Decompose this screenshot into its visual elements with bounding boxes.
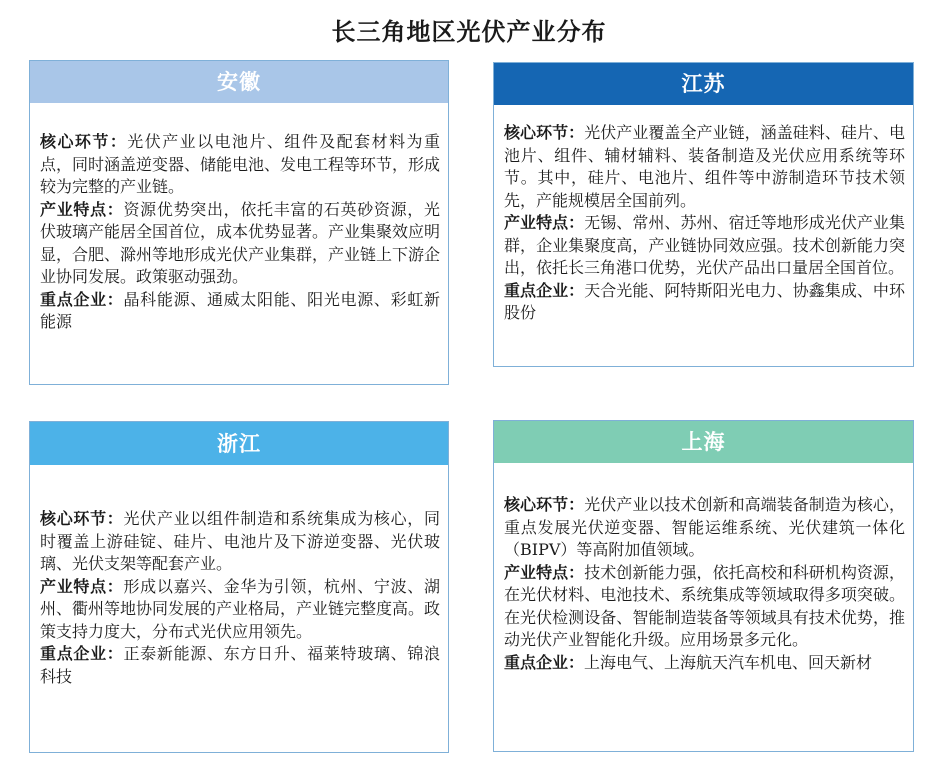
region-card-jiangsu [493,62,914,367]
core-section [504,122,905,212]
core-section [40,508,440,576]
company-label: 重点企业： [40,289,124,309]
company-section [40,643,440,688]
core-label: 核心环节： [40,132,128,151]
region-header-shanghai: 上海 [494,421,913,463]
page-title: 长三角地区光伏产业分布 [331,17,607,46]
core-section [504,494,905,562]
region-body-shanghai [494,463,913,674]
region-body-zhejiang [30,465,448,688]
feature-text: 无锡、常州、苏州、宿迁等地形成光伏产业集群，企业集聚度高，产业链协同效应强。技术创新能力突出，依托长三角港口优势，光伏产品出口量居全国首位。 [504,213,905,277]
region-card-anhui [29,60,449,385]
company-section [504,652,905,675]
core-label: 核心环节： [504,495,585,514]
core-label: 核心环节： [40,509,124,528]
company-text: 上海电气、上海航天汽车机电、回天新材 [584,652,873,672]
company-text: 正泰新能源、东方日升、福莱特玻璃、锦浪科技 [40,644,440,686]
region-card-shanghai [493,420,914,752]
region-body-jiangsu [494,105,913,325]
core-text: 光伏产业以电池片、组件及配套材料为重点，同时涵盖逆变器、储能电池、发电工程等环节，形成较为完整的产业链。 [40,132,441,196]
region-body-anhui [30,103,448,334]
region-header-anhui: 安徽 [30,61,448,103]
core-label: 核心环节： [504,123,585,142]
feature-text: 技术创新能力强，依托高校和科研机构资源，在光伏材料、电池技术、系统集成等领域取得多项突破。在光伏检测设备、智能制造装备等领域具有技术优势，推动光伏产业智能化升级。应用场景多元化。 [504,562,905,649]
company-section [40,289,440,334]
feature-label: 产业特点： [504,562,585,582]
core-text: 光伏产业以技术创新和高端装备制造为核心，重点发展光伏逆变器、智能运维系统、光伏建筑一体化（BIPV）等高附加值领域。 [504,495,905,559]
feature-section [40,576,440,644]
company-text: 晶科能源、通威太阳能、阳光电源、彩虹新能源 [40,289,440,331]
core-text: 光伏产业覆盖全产业链，涵盖硅料、硅片、电池片、组件、辅材辅料、装备制造及光伏应用系统等环节。其中，硅片、电池片、组件等中游制造环节技术领先，产能规模居全国前列。 [504,123,905,210]
core-text: 光伏产业以组件制造和系统集成为核心，同时覆盖上游硅锭、硅片、电池片及下游逆变器、光伏玻璃、光伏支架等配套产业。 [40,509,440,573]
feature-label: 产业特点： [40,199,124,219]
region-header-jiangsu: 江苏 [494,63,913,105]
feature-section [504,562,905,652]
feature-section [40,199,440,289]
company-label: 重点企业： [40,644,124,663]
feature-label: 产业特点： [40,576,124,596]
company-label: 重点企业： [504,652,585,672]
feature-section [504,212,905,280]
feature-text: 资源优势突出，依托丰富的石英砂资源，光伏玻璃产能居全国首位，成本优势显著。产业集聚效应明显，合肥、滁州等地形成光伏产业集群，产业链上下游企业协同发展。政策驱动强劲。 [40,199,441,286]
company-label: 重点企业： [504,280,585,300]
feature-text: 形成以嘉兴、金华为引领，杭州、宁波、湖州、衢州等地协同发展的产业格局，产业链完整度高。政策支持力度大，分布式光伏应用领先。 [40,576,441,641]
region-card-zhejiang [29,421,449,753]
company-section [504,280,905,325]
feature-label: 产业特点： [504,213,585,232]
region-header-zhejiang: 浙江 [30,422,448,465]
company-text: 天合光能、阿特斯阳光电力、协鑫集成、中环股份 [504,280,905,322]
core-section [40,131,440,199]
